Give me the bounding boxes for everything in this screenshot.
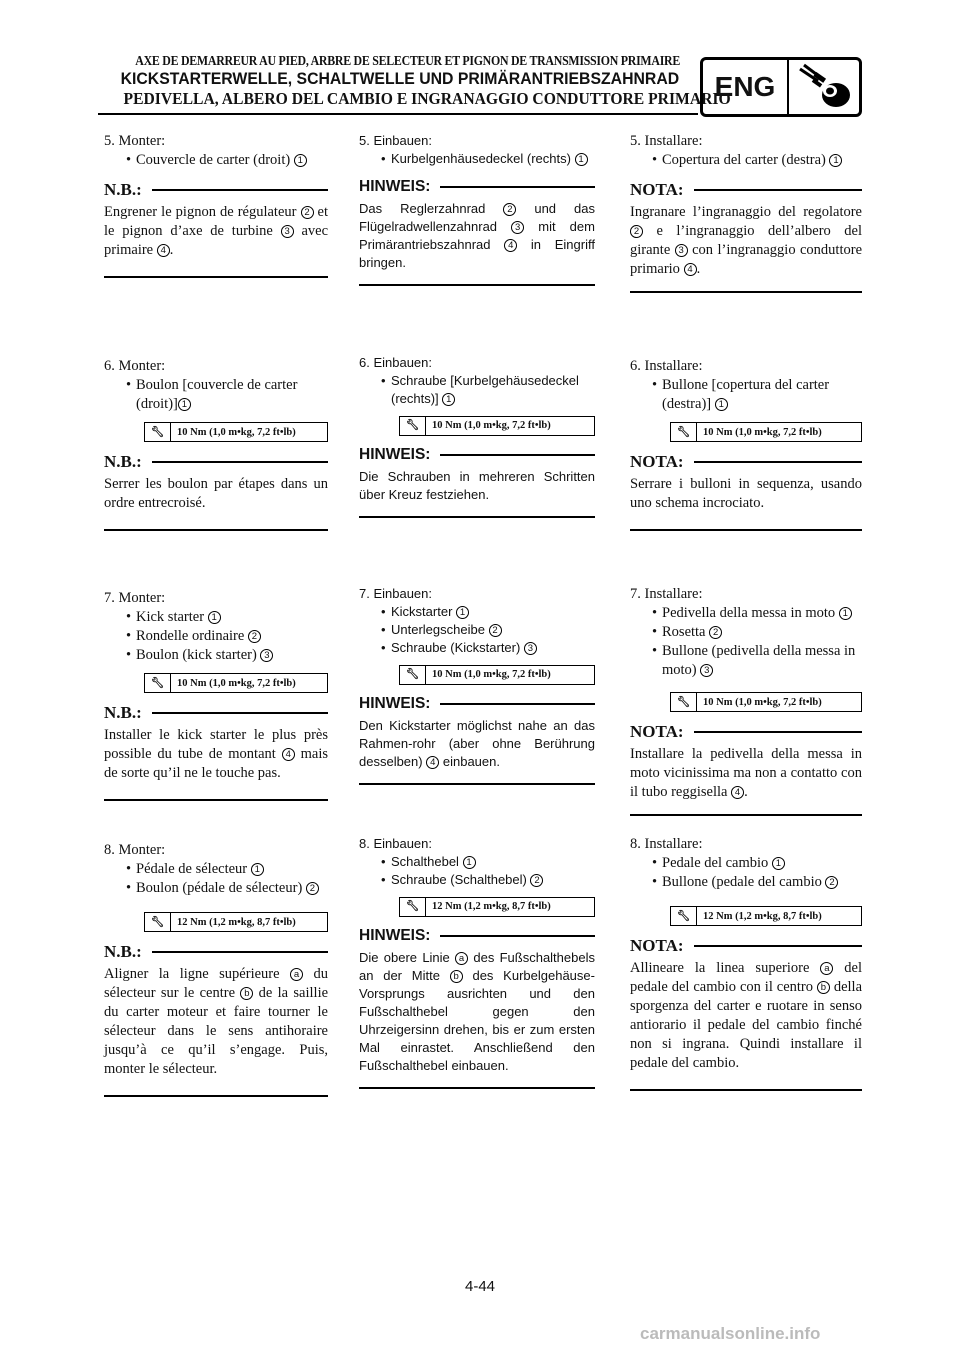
page-header — [100, 52, 731, 109]
list-item: • Unterlegscheibe 2 — [359, 621, 595, 639]
list-item: • Kick starter 1 — [104, 608, 328, 627]
it-step-6 — [630, 357, 862, 531]
note-text: Allineare la linea superiore a del pedale del cambio con il centro b della sporgenza del carter e ruotare in senso antiorario il pedale del cambio finché non si ingrana. Quindi installare il pedale del cambio. — [630, 960, 863, 1071]
list-item: • Bullone (pedale del cambio 2 — [630, 873, 862, 892]
list-item: • Kickstarter 1 — [359, 603, 595, 621]
torque-spec: 🔧︎ 10 Nm (1,0 m•kg, 7,2 ft•lb) — [670, 692, 862, 712]
step-title: 5. Monter: — [104, 133, 166, 149]
step-title: 8. Monter: — [104, 842, 166, 858]
note-end-rule — [630, 814, 862, 816]
engine-icon — [789, 60, 859, 114]
torque-spec: 🔧︎ 12 Nm (1,2 m•kg, 8,7 ft•lb) — [144, 912, 328, 932]
de-step-7 — [359, 585, 595, 785]
torque-spec: 🔧︎ 10 Nm (1,0 m•kg, 7,2 ft•lb) — [399, 665, 595, 685]
fr-step-6 — [104, 357, 328, 531]
note-end-rule — [104, 1095, 328, 1097]
section-badge — [700, 57, 862, 117]
list-item: • Boulon [couvercle de carter (droit)] 1 — [104, 376, 328, 414]
note-heading: NOTA: — [630, 180, 862, 199]
torque-spec: 🔧︎ 12 Nm (1,2 m•kg, 8,7 ft•lb) — [670, 906, 862, 926]
note-end-rule — [630, 1089, 862, 1091]
list-item: • Boulon (kick starter) 3 — [104, 646, 328, 665]
wrench-icon: 🔧︎ — [671, 423, 697, 441]
it-step-5 — [630, 132, 862, 293]
step-title: 7. Installare: — [630, 586, 703, 602]
header-title-it: PEDIVELLA, ALBERO DEL CAMBIO E INGRANAGGIO CONDUTTORE PRIMARIO — [123, 89, 731, 108]
de-step-5 — [359, 132, 595, 286]
note-heading: HINWEIS: — [359, 446, 595, 464]
list-item: • Schraube (Schalthebel) 2 — [359, 871, 595, 889]
fr-step-5 — [104, 132, 328, 278]
it-step-8 — [630, 835, 862, 1091]
wrench-icon: 🔧︎ — [145, 674, 171, 692]
note-heading: HINWEIS: — [359, 695, 595, 713]
note-text: Die obere Linie a des Fußschalthebels an der Mitte b des Kurbelgehäuse-Vorsprungs ausrichten und den Fußschalthebel gegen den Uhrzeigersinn drehen, bis er zum ersten Mal einrastet. Anschließend den Fußschalthebel einbauen. — [359, 950, 595, 1073]
wrench-icon: 🔧︎ — [400, 417, 426, 435]
header-title-fr: AXE DE DEMARREUR AU PIED, ARBRE DE SELECTEUR ET PIGNON DE TRANSMISSION PRIMAIRE — [135, 53, 681, 68]
list-item: • Rondelle ordinaire 2 — [104, 627, 328, 646]
step-title: 6. Einbauen: — [359, 355, 433, 370]
header-title-de: KICKSTARTERWELLE, SCHALTWELLE UND PRIMÄRANTRIEBSZAHNRAD — [120, 69, 680, 88]
list-item: • Bullone [copertura del carter (destra)] 1 — [630, 376, 862, 414]
it-step-7 — [630, 585, 862, 816]
note-text: Aligner la ligne supérieure a du sélecteur sur le centre b de la saillie du carter moteur et faire tourner le sélecteur dans le sens antihoraire jusqu’à ce qu’il s’engage. Puis, monter le sélecteur. — [104, 966, 329, 1077]
note-text: Installer le kick starter le plus près possible du tube de montant 4 mais de sorte qu’il ne le touche pas. — [104, 727, 329, 781]
note-text: Die Schrauben in mehreren Schritten über Kreuz festziehen. — [359, 469, 595, 502]
fr-step-7 — [104, 589, 328, 801]
note-end-rule — [630, 291, 862, 293]
torque-spec: 🔧︎ 10 Nm (1,0 m•kg, 7,2 ft•lb) — [144, 422, 328, 442]
note-end-rule — [630, 529, 862, 531]
note-heading: NOTA: — [630, 722, 862, 741]
wrench-icon: 🔧︎ — [145, 423, 171, 441]
note-text: Das Reglerzahnrad 2 und das Flügelradwellenzahnrad 3 mit dem Primärantriebszahnrad 4 in Eingriff bringen. — [359, 201, 595, 270]
watermark: carmanualsonline.info — [640, 1324, 821, 1343]
note-text: Installare la pedivella della messa in moto vicinissima ma non a contatto con il tubo reggisella 4 . — [630, 746, 862, 800]
list-item: • Kurbelgenhäusedeckel (rechts) 1 — [359, 150, 595, 168]
page-number: 4-44 — [464, 1278, 496, 1295]
note-heading: NOTA: — [630, 452, 862, 471]
step-title: 5. Installare: — [630, 133, 703, 149]
list-item: • Schraube (Kickstarter) 3 — [359, 639, 595, 657]
header-rule — [98, 113, 698, 115]
note-heading: HINWEIS: — [359, 927, 595, 945]
callout-1: 1 — [294, 154, 307, 167]
note-text: Serrer les boulon par étapes dans un ordre entrecroisé. — [104, 476, 328, 511]
torque-spec: 🔧︎ 10 Nm (1,0 m•kg, 7,2 ft•lb) — [399, 416, 595, 436]
note-text: Engrener le pignon de régulateur 2 et le pignon d’axe de turbine 3 avec primaire 4 . — [104, 204, 329, 258]
note-heading: N.B.: — [104, 180, 328, 199]
step-title: 6. Monter: — [104, 358, 166, 374]
torque-spec: 🔧︎ 12 Nm (1,2 m•kg, 8,7 ft•lb) — [399, 897, 595, 917]
de-step-6 — [359, 354, 595, 518]
note-text: Den Kickstarter möglichst nahe an das Rahmen-rohr (aber ohne Berührung desselben) 4 einbauen. — [359, 718, 595, 769]
list-item: • Couvercle de carter (droit) 1 — [104, 151, 328, 170]
list-item: • Pédale de sélecteur 1 — [104, 860, 328, 879]
list-item: • Copertura del carter (destra) 1 — [630, 151, 862, 170]
note-heading: NOTA: — [630, 936, 862, 955]
step-title: 6. Installare: — [630, 358, 703, 374]
wrench-icon: 🔧︎ — [400, 898, 426, 916]
note-end-rule — [359, 783, 595, 785]
note-heading: N.B.: — [104, 703, 328, 722]
note-end-rule — [104, 799, 328, 801]
torque-spec: 🔧︎ 10 Nm (1,0 m•kg, 7,2 ft•lb) — [144, 673, 328, 693]
note-text: Ingranare l’ingranaggio del regolatore 2 e l’ingranaggio dell’albero del girante 3 con l’ingranaggio conduttore primario 4 . — [630, 204, 863, 277]
list-item: • Rosetta 2 — [630, 623, 862, 642]
list-item: • Schalthebel 1 — [359, 853, 595, 871]
step-title: 8. Installare: — [630, 836, 703, 852]
wrench-icon: 🔧︎ — [671, 907, 697, 925]
note-heading: N.B.: — [104, 452, 328, 471]
step-title: 7. Einbauen: — [359, 586, 433, 601]
list-item: • Boulon (pédale de sélecteur) 2 — [104, 879, 328, 898]
note-text: Serrare i bulloni in sequenza, usando uno schema incrociato. — [630, 476, 862, 511]
note-heading: HINWEIS: — [359, 178, 595, 196]
list-item: • Schraube [Kurbelgehäusedeckel (rechts)] 1 — [359, 372, 595, 408]
note-end-rule — [104, 276, 328, 278]
step-title: 8. Einbauen: — [359, 836, 433, 851]
step-title: 7. Monter: — [104, 590, 166, 606]
fr-step-8 — [104, 841, 328, 1097]
wrench-icon: 🔧︎ — [145, 913, 171, 931]
list-item: • Pedivella della messa in moto 1 — [630, 604, 862, 623]
wrench-icon: 🔧︎ — [400, 666, 426, 684]
list-item: • Bullone (pedivella della messa in moto) 3 — [630, 642, 862, 680]
note-end-rule — [359, 516, 595, 518]
list-item: • Pedale del cambio 1 — [630, 854, 862, 873]
wrench-icon: 🔧︎ — [671, 693, 697, 711]
note-end-rule — [359, 1087, 595, 1089]
step-title: 5. Einbauen: — [359, 133, 433, 148]
note-heading: N.B.: — [104, 942, 328, 961]
section-badge-label: ENG — [703, 60, 789, 114]
torque-spec: 🔧︎ 10 Nm (1,0 m•kg, 7,2 ft•lb) — [670, 422, 862, 442]
note-end-rule — [359, 284, 595, 286]
note-end-rule — [104, 529, 328, 531]
de-step-8 — [359, 835, 595, 1089]
